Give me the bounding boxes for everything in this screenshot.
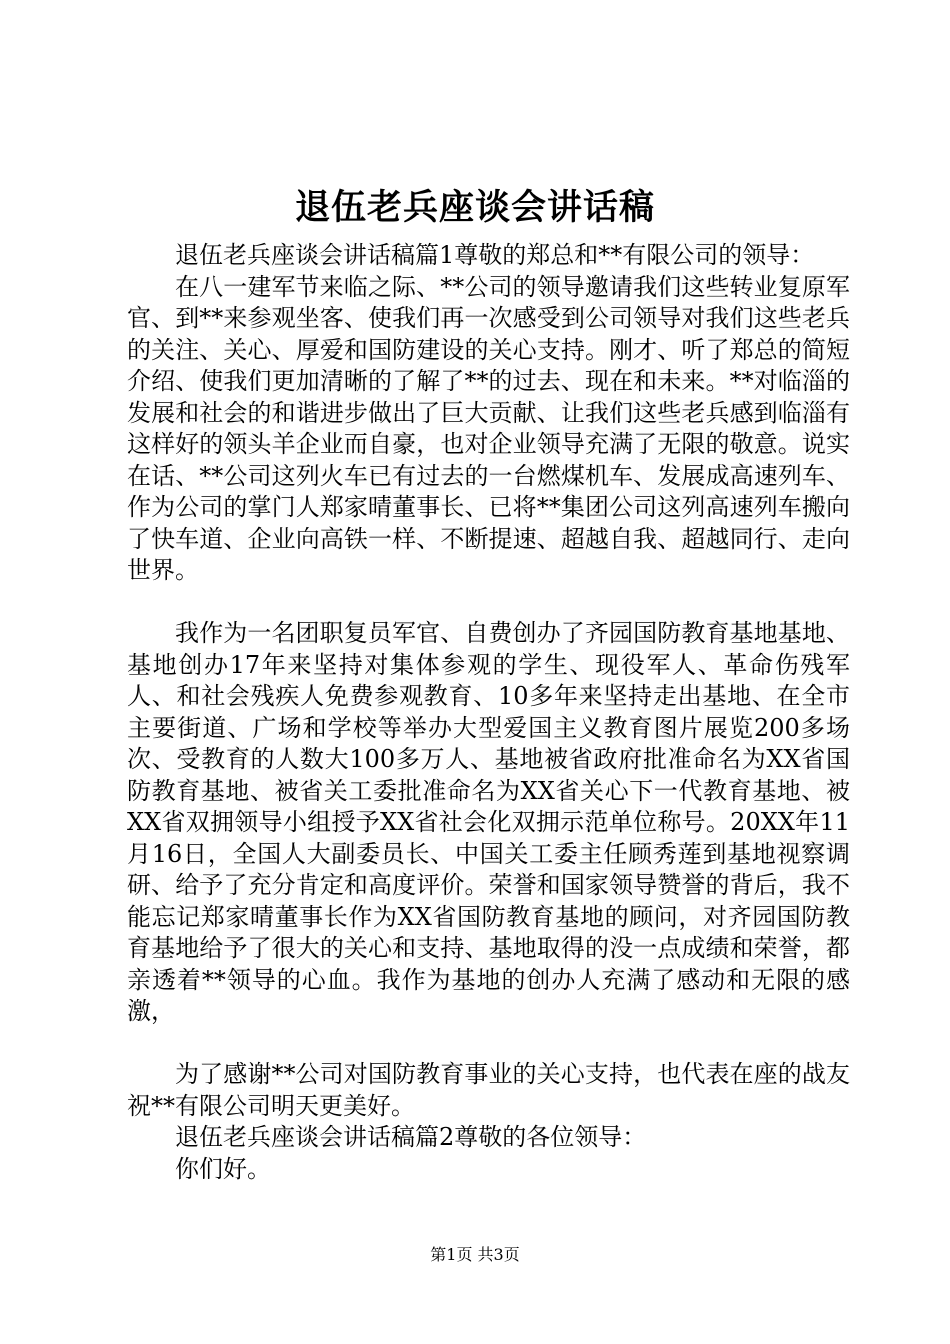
paragraph-2: 在八一建军节来临之际、**公司的领导邀请我们这些转业复原军官、到**来参观坐客、使我们再一次感受到公司领导对我们这些老兵的关注、关心、厚爱和国防建设的关心支持。刚才、听了郑总的简短介绍、使我们更加清晰的了解了**的过去、现在和未来。**对临淄的发展和社会的和谐进步做出了巨大贡献、让我们这些老兵感到临淄有这样好的领头羊企业而自豪，也对企业领导充满了无限的敬意。说实在话、**公司这列火车已有过去的一台燃煤机车、发展成高速列车、作为公司的掌门人郑家晴董事长、已将**集团公司这列高速列车搬向了快车道、企业向高铁一样、不断提速、超越自我、超越同行、走向世界。	[127, 272, 850, 584]
paragraph-gap	[127, 587, 850, 619]
paragraph-3: 我作为一名团职复员军官、自费创办了齐园国防教育基地基地、基地创办17年来坚持对集体参观的学生、现役军人、革命伤残军人、和社会残疾人免费参观教育、10多年来坚持走出基地、在全市主要街道、广场和学校等举办大型爱国主义教育图片展览200多场次、受教育的人数大100多万人、基地被省政府批准命名为XX省国防教育基地、被省关工委批准命名为XX省关心下一代教育基地、被XX省双拥领导小组授予XX省社会化双拥示范单位称号。20XX年11月16日，全国人大副委员长、中国关工委主任顾秀莲到基地视察调研、给予了充分肯定和高度评价。荣誉和国家领导赞誉的背后，我不能忘记郑家晴董事长作为XX省国防教育基地的顾问，对齐园国防教育基地给予了很大的关心和支持、基地取得的没一点成绩和荣誉，都亲透着**领导的心血。我作为基地的创办人充满了感动和无限的感激，	[127, 619, 850, 1025]
document-title: 退伍老兵座谈会讲话稿	[294, 187, 655, 228]
paragraph-6: 你们好。	[175, 1154, 271, 1183]
paragraph-1: 退伍老兵座谈会讲话稿篇1尊敬的郑总和**有限公司的领导：	[175, 241, 815, 269]
document-body	[127, 240, 850, 1185]
paragraph-4: 为了感谢**公司对国防教育事业的关心支持，也代表在座的战友祝**有限公司明天更美好。	[127, 1060, 850, 1120]
paragraph-5: 退伍老兵座谈会讲话稿篇2尊敬的各位领导：	[175, 1123, 647, 1151]
page-footer: 第1页 共3页	[430, 1245, 520, 1264]
paragraph-gap	[127, 1028, 850, 1060]
